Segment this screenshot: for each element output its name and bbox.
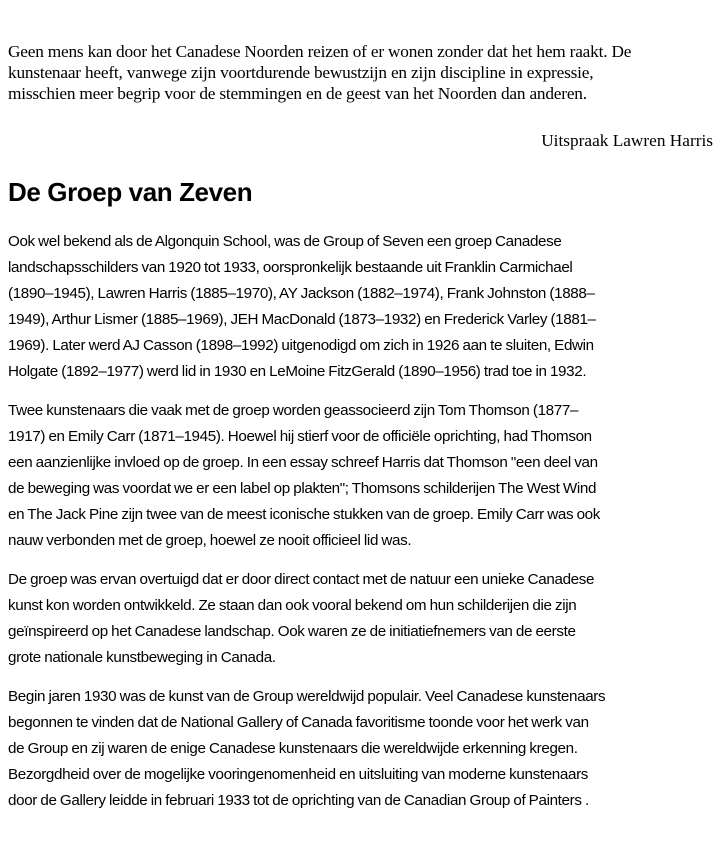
paragraph-associates (8, 398, 718, 554)
text-line: door de Gallery leidde in februari 1933 tot de oprichting van de Canadian Group of Painters . (8, 792, 589, 809)
quote-line: kunstenaar heeft, vanwege zijn voortdurende bewustzijn en zijn discipline in expressie, (8, 63, 594, 82)
quote-line: Geen mens kan door het Canadese Noorden reizen of er wonen zonder dat het hem raakt. De (8, 42, 632, 61)
quote-attribution: Uitspraak Lawren Harris (541, 131, 713, 150)
paragraph-popularity (8, 684, 718, 814)
text-line: en The Jack Pine zijn twee van de meest iconische stukken van de groep. Emily Carr was ook (8, 506, 601, 523)
text-line: de Group en zij waren de enige Canadese kunstenaars die wereldwijde erkenning kregen. (8, 740, 578, 757)
paragraph-intro (8, 229, 718, 385)
paragraph-beliefs (8, 567, 718, 671)
text-line: nauw verbonden met de groep, hoewel ze nooit officieel lid was. (8, 532, 412, 549)
text-line: Bezorgdheid over de mogelijke vooringenomenheid en uitsluiting van moderne kunstenaars (8, 766, 589, 783)
page-title: De Groep van Zeven (8, 177, 253, 207)
text-line: Ook wel bekend als de Algonquin School, was de Group of Seven een groep Canadese (8, 233, 562, 250)
text-line: (1890–1945), Lawren Harris (1885–1970), AY Jackson (1882–1974), Frank Johnston (1888– (8, 285, 595, 302)
text-line: grote nationale kunstbeweging in Canada. (8, 649, 276, 666)
text-line: een aanzienlijke invloed op de groep. In een essay schreef Harris dat Thomson "een deel van (8, 454, 598, 471)
text-line: Begin jaren 1930 was de kunst van de Group wereldwijd populair. Veel Canadese kunstenaars (8, 688, 606, 705)
text-line: de beweging was voordat we er een label op plakten"; Thomsons schilderijen The West Wind (8, 480, 597, 497)
text-line: begonnen te vinden dat de National Gallery of Canada favoritisme toonde voor het werk van (8, 714, 589, 731)
text-line: kunst kon worden ontwikkeld. Ze staan dan ook vooral bekend om hun schilderijen die zijn (8, 597, 577, 614)
text-line: De groep was ervan overtuigd dat er door direct contact met de natuur een unieke Canadese (8, 571, 595, 588)
text-line: 1969). Later werd AJ Casson (1898–1992) uitgenodigd om zich in 1926 aan te sluiten, Edwin (8, 337, 594, 354)
text-line: Holgate (1892–1977) werd lid in 1930 en LeMoine FitzGerald (1890–1956) trad toe in 1932. (8, 363, 587, 380)
text-line: 1949), Arthur Lismer (1885–1969), JEH MacDonald (1873–1932) en Frederick Varley (1881– (8, 311, 596, 328)
text-line: Twee kunstenaars die vaak met de groep worden geassocieerd zijn Tom Thomson (1877– (8, 402, 579, 419)
text-line: 1917) en Emily Carr (1871–1945). Hoewel hij stierf voor de officiële oprichting, had Thomson (8, 428, 592, 445)
harris-quote (8, 41, 714, 104)
text-line: geïnspireerd op het Canadese landschap. Ook waren ze de initiatiefnemers van de eerste (8, 623, 576, 640)
quote-line: misschien meer begrip voor de stemmingen en de geest van het Noorden dan anderen. (8, 84, 587, 103)
text-line: landschapsschilders van 1920 tot 1933, oorspronkelijk bestaande uit Franklin Carmichael (8, 259, 573, 276)
